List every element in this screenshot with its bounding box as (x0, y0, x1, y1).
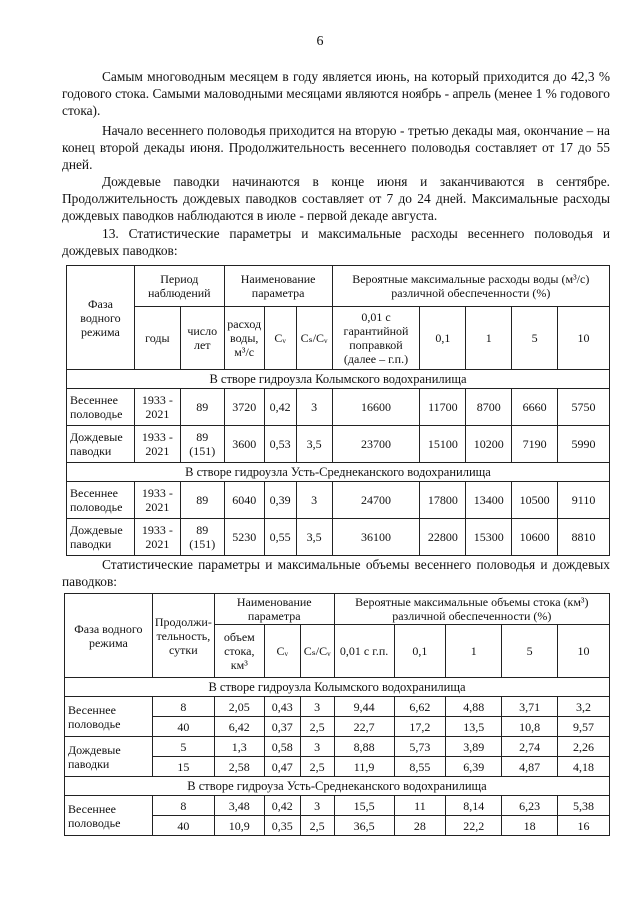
table-cell: 1933 - 2021 (134, 389, 180, 426)
table-cell: 18 (502, 816, 558, 836)
table-cell: 3 (296, 482, 332, 519)
table-cell: 15,5 (334, 796, 394, 816)
header-cv: Cᵥ (264, 625, 300, 678)
table-cell: 16600 (332, 389, 420, 426)
table-cell: 0,43 (264, 697, 300, 717)
table-row (67, 519, 610, 556)
table-cell: 4,18 (558, 757, 610, 777)
section-title: В створе гидроуза Усть-Среднеканского водохранилища (65, 777, 610, 796)
table-cell: 0,55 (264, 519, 296, 556)
header-num-years: число лет (180, 307, 224, 370)
table-cell: 23700 (332, 426, 420, 463)
header-p5: 5 (502, 625, 558, 678)
table-cell: 1933 - 2021 (134, 482, 180, 519)
table-cell: 2,58 (214, 757, 264, 777)
table-cell: Весеннее половодье (67, 389, 135, 426)
table-cell: 5,38 (558, 796, 610, 816)
table-cell: 13400 (466, 482, 512, 519)
table-cell: 9110 (558, 482, 610, 519)
table-cell: 2,05 (214, 697, 264, 717)
table-cell: 9,57 (558, 717, 610, 737)
flow-table (66, 265, 610, 556)
table-cell: 15100 (420, 426, 466, 463)
header-cs-cv: Cₛ/Cᵥ (296, 307, 332, 370)
table-cell: 8,14 (446, 796, 502, 816)
table-cell: 0,39 (264, 482, 296, 519)
table-cell: 3,89 (446, 737, 502, 757)
table-cell: 6660 (512, 389, 558, 426)
table-cell: 3600 (224, 426, 264, 463)
table-cell: 89 (151) (180, 426, 224, 463)
table-cell: 40 (152, 816, 214, 836)
table-cell: 89 (180, 389, 224, 426)
header-p1: 1 (466, 307, 512, 370)
table-cell: 0,53 (264, 426, 296, 463)
table-cell: 6,23 (502, 796, 558, 816)
table-cell: 17800 (420, 482, 466, 519)
table-cell: 3 (300, 796, 334, 816)
table-cell: Дождевые паводки (67, 426, 135, 463)
table-cell: 3,5 (296, 426, 332, 463)
row-phase: Дождевые паводки (65, 737, 153, 777)
table-cell: 2,74 (502, 737, 558, 757)
table-cell: 22,7 (334, 717, 394, 737)
table-cell: 2,5 (300, 816, 334, 836)
table-cell: 22800 (420, 519, 466, 556)
header-cs-cv: Cₛ/Cᵥ (300, 625, 334, 678)
row-phase: Весеннее половодье (65, 697, 153, 737)
header-p01: 0,1 (420, 307, 466, 370)
header-years: годы (134, 307, 180, 370)
paragraph-3: Дождевые паводки начинаются в конце июня и заканчиваются в сентябре. Продолжительность дождевых паводков составляет от 7 до 24 дней. Максимальные расходы дождевых паводков наблюдаются в июле - первой декаде августа. (62, 174, 610, 223)
table-cell: 8,55 (394, 757, 446, 777)
table-cell: Дождевые паводки (67, 519, 135, 556)
table-cell: 3,2 (558, 697, 610, 717)
table-cell: 8810 (558, 519, 610, 556)
header-p10: 10 (558, 625, 610, 678)
table-cell: 16 (558, 816, 610, 836)
table-cell: 15300 (466, 519, 512, 556)
table-cell: 6040 (224, 482, 264, 519)
header-p001: 0,01 с гарантийной поправкой (далее – г.п.) (332, 307, 420, 370)
table-cell: 10600 (512, 519, 558, 556)
section-row (65, 678, 610, 697)
section-row (67, 370, 610, 389)
paragraph-5: Статистические параметры и максимальные объемы весеннего половодья и дождевых паводков: (62, 557, 610, 589)
header-p01: 0,1 (394, 625, 446, 678)
header-volume: объем стока, км³ (214, 625, 264, 678)
table-cell: 1933 - 2021 (134, 519, 180, 556)
table-cell: 8700 (466, 389, 512, 426)
table-cell: 9,44 (334, 697, 394, 717)
section-title: В створе гидроузла Колымского водохранилища (65, 678, 610, 697)
table-cell: 2,5 (300, 757, 334, 777)
table-cell: 3 (300, 737, 334, 757)
section-row (67, 463, 610, 482)
table-cell: 15 (152, 757, 214, 777)
table-cell: 89 (180, 482, 224, 519)
table-cell: 8 (152, 796, 214, 816)
table-cell: 5990 (558, 426, 610, 463)
table-cell: 10,9 (214, 816, 264, 836)
header-probability: Вероятные максимальные расходы воды (м³/с) различной обеспеченности (%) (332, 266, 609, 307)
header-param-name: Наименование параметра (214, 594, 334, 625)
paragraph-4: 13. Статистические параметры и максимальные расходы весеннего половодья и дождевых паводков: (62, 226, 610, 258)
header-param-name: Наименование параметра (224, 266, 332, 307)
table-cell: 3 (296, 389, 332, 426)
header-row (67, 266, 610, 307)
table-cell: 0,37 (264, 717, 300, 737)
table-cell: 40 (152, 717, 214, 737)
table-cell: 0,35 (264, 816, 300, 836)
section-title: В створе гидроузла Усть-Среднеканского водохранилища (67, 463, 610, 482)
table-cell: 36,5 (334, 816, 394, 836)
table-cell: 6,39 (446, 757, 502, 777)
header-row (67, 307, 610, 370)
volume-table (64, 593, 610, 836)
table-cell: 2,5 (300, 717, 334, 737)
table-row (65, 796, 610, 816)
section-title: В створе гидроузла Колымского водохранилища (67, 370, 610, 389)
table-cell: Весеннее половодье (67, 482, 135, 519)
page-number: 6 (316, 34, 324, 49)
header-p5: 5 (512, 307, 558, 370)
table-cell: 8,88 (334, 737, 394, 757)
table-cell: 2,26 (558, 737, 610, 757)
table-cell: 17,2 (394, 717, 446, 737)
header-duration: Продолжи-тельность, сутки (152, 594, 214, 678)
table-cell: 0,47 (264, 757, 300, 777)
table-cell: 1,3 (214, 737, 264, 757)
header-period: Период наблюдений (134, 266, 224, 307)
table-cell: 3,71 (502, 697, 558, 717)
paragraph-1: Самым многоводным месяцем в году является июнь, на который приходится до 42,3 % годового стока. Самыми маловодными месяцами являются ноябрь - апрель (менее 1 % годового стока). (62, 69, 610, 118)
header-p001: 0,01 с г.п. (334, 625, 394, 678)
table-cell: 5750 (558, 389, 610, 426)
table-cell: 5230 (224, 519, 264, 556)
table-cell: 3720 (224, 389, 264, 426)
header-phase: Фаза водного режима (67, 266, 135, 370)
table-cell: 0,42 (264, 796, 300, 816)
table-cell: 5 (152, 737, 214, 757)
table-cell: 28 (394, 816, 446, 836)
table-row (67, 482, 610, 519)
table-cell: 1933 - 2021 (134, 426, 180, 463)
header-phase: Фаза водного режима (65, 594, 153, 678)
table-cell: 11,9 (334, 757, 394, 777)
section-row (65, 777, 610, 796)
header-row (65, 594, 610, 625)
table-cell: 24700 (332, 482, 420, 519)
table-row (67, 389, 610, 426)
table-cell: 11700 (420, 389, 466, 426)
header-p10: 10 (558, 307, 610, 370)
header-cv: Cᵥ (264, 307, 296, 370)
table-cell: 0,42 (264, 389, 296, 426)
table-cell: 13,5 (446, 717, 502, 737)
table-cell: 6,62 (394, 697, 446, 717)
table-cell: 22,2 (446, 816, 502, 836)
table-cell: 10,8 (502, 717, 558, 737)
table-cell: 4,88 (446, 697, 502, 717)
table-cell: 4,87 (502, 757, 558, 777)
table-cell: 3,5 (296, 519, 332, 556)
header-probability: Вероятные максимальные объемы стока (км³) различной обеспеченности (%) (334, 594, 609, 625)
table-cell: 36100 (332, 519, 420, 556)
table-cell: 11 (394, 796, 446, 816)
table-cell: 89 (151) (180, 519, 224, 556)
header-flow: расход воды, м³/с (224, 307, 264, 370)
table-cell: 6,42 (214, 717, 264, 737)
table-row (67, 426, 610, 463)
table-cell: 5,73 (394, 737, 446, 757)
table-cell: 3 (300, 697, 334, 717)
row-phase: Весеннее половодье (65, 796, 153, 836)
table-row (65, 697, 610, 717)
table-cell: 3,48 (214, 796, 264, 816)
table-cell: 10200 (466, 426, 512, 463)
paragraph-2: Начало весеннего половодья приходится на вторую - третью декады мая, окончание – на конец второй декады июня. Продолжительность весеннего половодья составляет от 17 до 55 дней. (62, 123, 610, 172)
table-cell: 7190 (512, 426, 558, 463)
table-cell: 10500 (512, 482, 558, 519)
table-cell: 8 (152, 697, 214, 717)
table-cell: 0,58 (264, 737, 300, 757)
table-row (65, 737, 610, 757)
header-p1: 1 (446, 625, 502, 678)
